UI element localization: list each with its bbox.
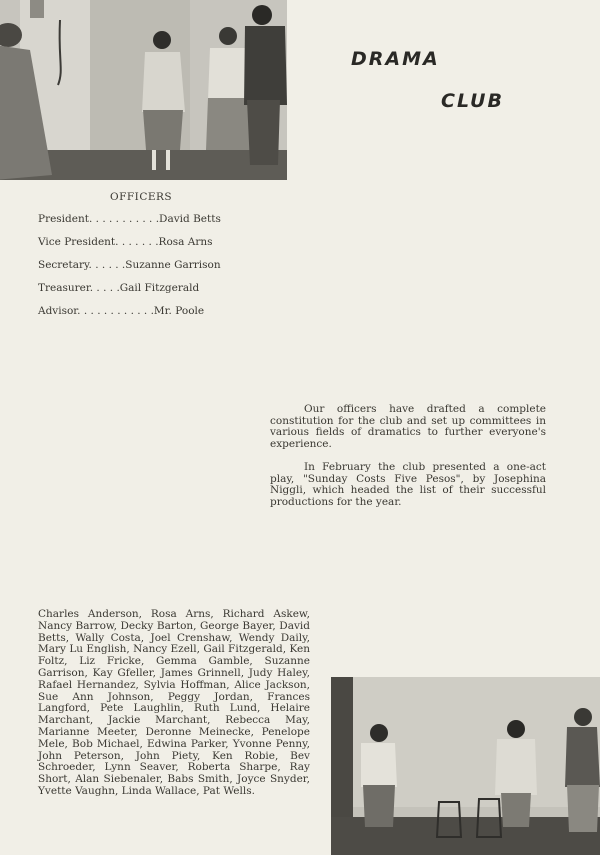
officer-vice-president: Vice President. . . . . . .Rosa Arns	[38, 236, 213, 248]
body-paragraph-play: In February the club presented a one-act play, "Sunday Costs Five Pesos", by Josephina Niggli, which headed the list of their successful productions for the year.	[270, 461, 546, 508]
members-list: Charles Anderson, Rosa Arns, Richard Askew, Nancy Barrow, Decky Barton, George Bayer, David Betts, Wally Costa, Joel Crenshaw, Wendy Daily, Mary Lu English, Nancy Ezell, Gail Fitzgerald, Ken Foltz, Liz Fricke, Gemma Gamble, Suzanne Garrison, Kay Gfeller, James Grinnell, Judy Haley, Rafael Hernandez, Sylvia Hoffman, Alice Jackson, Sue Ann Johnson, Peggy Jordan, Frances Langford, Pete Laughlin, Ruth Lund, Helaire Marchant, Jackie Marchant, Rebecca May, Marianne Meeter, Deronne Meinecke, Penelope Mele, Bob Michael, Edwina Parker, Yvonne Penny, John Peterson, John Piety, Ken Robie, Bev Schroeder, Lynn Seaver, Roberta Sharpe, Ray Short, Alan Siebenaler, Babs Smith, Joyce Snyder, Yvette Vaughn, Linda Wallace, Pat Wells.	[38, 608, 310, 797]
officer-treasurer: Treasurer. . . . .Gail Fitzgerald	[38, 282, 200, 294]
rehearsal-photo	[0, 0, 287, 180]
title-club: CLUB	[441, 90, 504, 112]
officers-heading: OFFICERS	[110, 191, 173, 203]
officer-secretary: Secretary. . . . . .Suzanne Garrison	[38, 259, 221, 271]
body-paragraph-constitution: Our officers have drafted a complete constitution for the club and set up committees in various fields of dramatics to further everyone's experience.	[270, 403, 546, 450]
officer-president: President. . . . . . . . . . .David Betts	[38, 213, 221, 225]
officer-advisor: Advisor. . . . . . . . . . . .Mr. Poole	[38, 305, 205, 317]
title-drama: DRAMA	[351, 48, 440, 70]
stage-photo	[331, 677, 600, 855]
